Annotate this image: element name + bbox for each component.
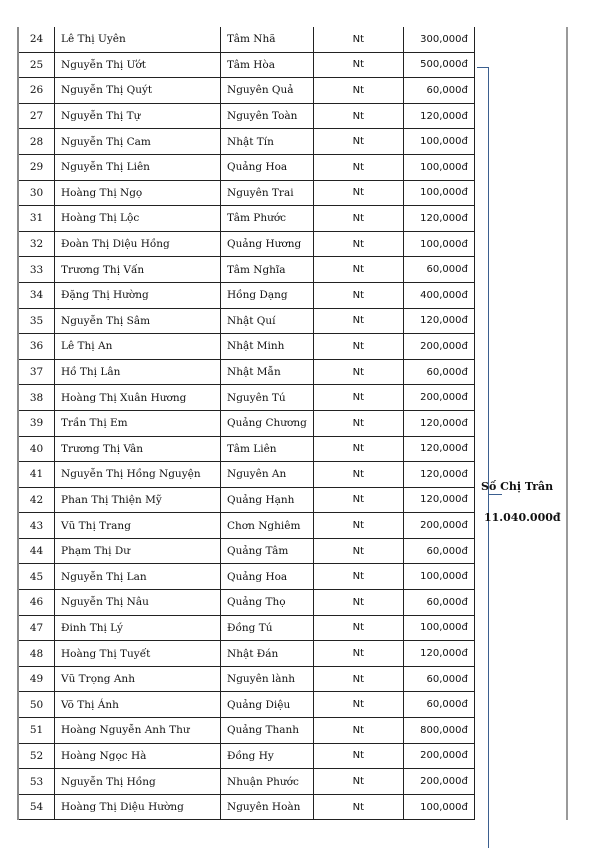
row-amount: 100,000đ xyxy=(403,615,474,641)
row-place: Tâm Nhã xyxy=(221,27,314,52)
row-name: Đoàn Thị Diệu Hồng xyxy=(55,231,221,257)
table-row xyxy=(18,52,474,78)
row-note: Nt xyxy=(313,718,403,744)
summary-total: 11.040.000đ xyxy=(484,511,561,524)
row-number: 45 xyxy=(18,564,55,590)
table-row xyxy=(18,308,474,334)
table-body xyxy=(18,27,474,820)
row-place: Nguyên Toàn xyxy=(221,103,314,129)
row-amount: 400,000đ xyxy=(403,282,474,308)
row-name: Nguyễn Thị Liên xyxy=(55,154,221,180)
row-note: Nt xyxy=(313,180,403,206)
row-place: Quảng Thọ xyxy=(221,590,314,616)
row-amount: 120,000đ xyxy=(403,206,474,232)
table-row xyxy=(18,206,474,232)
row-number: 29 xyxy=(18,154,55,180)
bracket-tick xyxy=(488,494,502,495)
table-row xyxy=(18,27,474,52)
row-name: Đinh Thị Lý xyxy=(55,615,221,641)
row-amount: 100,000đ xyxy=(403,231,474,257)
row-name: Nguyễn Thị Lan xyxy=(55,564,221,590)
row-note: Nt xyxy=(313,641,403,667)
row-number: 47 xyxy=(18,615,55,641)
table-row xyxy=(18,78,474,104)
row-name: Hoàng Thị Xuân Hương xyxy=(55,385,221,411)
row-note: Nt xyxy=(313,231,403,257)
table-row xyxy=(18,385,474,411)
row-amount: 60,000đ xyxy=(403,78,474,104)
row-place: Quảng Hoa xyxy=(221,154,314,180)
row-note: Nt xyxy=(313,743,403,769)
row-name: Nguyễn Thị Nâu xyxy=(55,590,221,616)
row-name: Nguyễn Thị Hồng Nguyện xyxy=(55,462,221,488)
table-row xyxy=(18,257,474,283)
row-place: Quảng Thanh xyxy=(221,718,314,744)
row-amount: 120,000đ xyxy=(403,462,474,488)
row-amount: 800,000đ xyxy=(403,718,474,744)
row-amount: 120,000đ xyxy=(403,103,474,129)
row-amount: 500,000đ xyxy=(403,52,474,78)
row-place: Nhuận Phước xyxy=(221,769,314,795)
table-row xyxy=(18,334,474,360)
row-number: 28 xyxy=(18,129,55,155)
row-name: Lê Thị Uyên xyxy=(55,27,221,52)
row-number: 33 xyxy=(18,257,55,283)
row-place: Nhật Minh xyxy=(221,334,314,360)
row-amount: 200,000đ xyxy=(403,334,474,360)
table-row xyxy=(18,538,474,564)
row-number: 50 xyxy=(18,692,55,718)
row-amount: 120,000đ xyxy=(403,641,474,667)
row-name: Hoàng Thị Lộc xyxy=(55,206,221,232)
row-name: Nguyễn Thị Ướt xyxy=(55,52,221,78)
row-note: Nt xyxy=(313,206,403,232)
row-place: Đồng Hy xyxy=(221,743,314,769)
row-note: Nt xyxy=(313,538,403,564)
row-number: 36 xyxy=(18,334,55,360)
row-name: Hoàng Nguyễn Anh Thư xyxy=(55,718,221,744)
row-note: Nt xyxy=(313,129,403,155)
bracket-top-line xyxy=(477,67,488,68)
row-number: 31 xyxy=(18,206,55,232)
row-number: 42 xyxy=(18,487,55,513)
row-amount: 200,000đ xyxy=(403,769,474,795)
row-note: Nt xyxy=(313,359,403,385)
row-name: Hoàng Ngọc Hà xyxy=(55,743,221,769)
row-number: 24 xyxy=(18,27,55,52)
row-place: Tâm Hòa xyxy=(221,52,314,78)
row-place: Quảng Diệu xyxy=(221,692,314,718)
row-note: Nt xyxy=(313,385,403,411)
row-note: Nt xyxy=(313,794,403,820)
table-row xyxy=(18,718,474,744)
row-number: 43 xyxy=(18,513,55,539)
row-number: 54 xyxy=(18,794,55,820)
row-name: Vũ Thị Trang xyxy=(55,513,221,539)
row-place: Nguyên Tú xyxy=(221,385,314,411)
row-note: Nt xyxy=(313,436,403,462)
row-number: 35 xyxy=(18,308,55,334)
row-note: Nt xyxy=(313,692,403,718)
row-note: Nt xyxy=(313,103,403,129)
row-note: Nt xyxy=(313,590,403,616)
table-row xyxy=(18,436,474,462)
row-amount: 60,000đ xyxy=(403,538,474,564)
table-row xyxy=(18,282,474,308)
row-number: 38 xyxy=(18,385,55,411)
row-note: Nt xyxy=(313,78,403,104)
row-amount: 60,000đ xyxy=(403,666,474,692)
row-note: Nt xyxy=(313,615,403,641)
row-number: 40 xyxy=(18,436,55,462)
row-name: Võ Thị Ánh xyxy=(55,692,221,718)
row-amount: 100,000đ xyxy=(403,154,474,180)
row-note: Nt xyxy=(313,564,403,590)
row-note: Nt xyxy=(313,257,403,283)
row-amount: 100,000đ xyxy=(403,794,474,820)
row-number: 52 xyxy=(18,743,55,769)
row-amount: 200,000đ xyxy=(403,385,474,411)
row-amount: 60,000đ xyxy=(403,257,474,283)
bracket-vertical-line xyxy=(488,67,489,848)
row-place: Quảng Chương xyxy=(221,410,314,436)
row-name: Trương Thị Vấn xyxy=(55,257,221,283)
row-place: Nhật Đán xyxy=(221,641,314,667)
row-place: Quảng Hạnh xyxy=(221,487,314,513)
row-name: Trương Thị Vân xyxy=(55,436,221,462)
row-note: Nt xyxy=(313,282,403,308)
row-name: Nguyễn Thị Sâm xyxy=(55,308,221,334)
row-number: 53 xyxy=(18,769,55,795)
row-amount: 120,000đ xyxy=(403,308,474,334)
table-row xyxy=(18,129,474,155)
row-number: 44 xyxy=(18,538,55,564)
row-note: Nt xyxy=(313,666,403,692)
row-number: 26 xyxy=(18,78,55,104)
row-amount: 100,000đ xyxy=(403,129,474,155)
row-amount: 100,000đ xyxy=(403,180,474,206)
donation-table xyxy=(17,27,475,820)
row-place: Tâm Phước xyxy=(221,206,314,232)
table-row xyxy=(18,462,474,488)
row-name: Phan Thị Thiện Mỹ xyxy=(55,487,221,513)
row-amount: 120,000đ xyxy=(403,410,474,436)
row-place: Tâm Liên xyxy=(221,436,314,462)
row-amount: 60,000đ xyxy=(403,590,474,616)
row-place: Nhật Tín xyxy=(221,129,314,155)
row-place: Chơn Nghiêm xyxy=(221,513,314,539)
table-row xyxy=(18,231,474,257)
row-place: Nguyên An xyxy=(221,462,314,488)
row-place: Quảng Hoa xyxy=(221,564,314,590)
row-number: 27 xyxy=(18,103,55,129)
row-place: Nguyên lành xyxy=(221,666,314,692)
row-number: 32 xyxy=(18,231,55,257)
table-row xyxy=(18,666,474,692)
row-name: Trần Thị Em xyxy=(55,410,221,436)
row-name: Đặng Thị Hường xyxy=(55,282,221,308)
row-amount: 60,000đ xyxy=(403,359,474,385)
row-amount: 120,000đ xyxy=(403,487,474,513)
row-place: Hồng Dạng xyxy=(221,282,314,308)
row-note: Nt xyxy=(313,462,403,488)
row-number: 34 xyxy=(18,282,55,308)
row-number: 25 xyxy=(18,52,55,78)
row-amount: 120,000đ xyxy=(403,436,474,462)
row-place: Quảng Hương xyxy=(221,231,314,257)
row-place: Nguyên Quả xyxy=(221,78,314,104)
row-place: Tâm Nghĩa xyxy=(221,257,314,283)
row-number: 39 xyxy=(18,410,55,436)
table-row xyxy=(18,743,474,769)
row-name: Phạm Thị Dư xyxy=(55,538,221,564)
row-amount: 60,000đ xyxy=(403,692,474,718)
table-row xyxy=(18,154,474,180)
row-note: Nt xyxy=(313,410,403,436)
row-note: Nt xyxy=(313,154,403,180)
row-place: Nhật Quí xyxy=(221,308,314,334)
row-note: Nt xyxy=(313,513,403,539)
row-amount: 200,000đ xyxy=(403,513,474,539)
row-name: Vũ Trọng Anh xyxy=(55,666,221,692)
table-row xyxy=(18,180,474,206)
row-name: Lê Thị An xyxy=(55,334,221,360)
row-name: Hồ Thị Lân xyxy=(55,359,221,385)
table-row xyxy=(18,513,474,539)
table-row xyxy=(18,359,474,385)
table-row xyxy=(18,487,474,513)
row-number: 46 xyxy=(18,590,55,616)
table-row xyxy=(18,769,474,795)
row-note: Nt xyxy=(313,27,403,52)
row-name: Nguyễn Thị Hồng xyxy=(55,769,221,795)
row-amount: 100,000đ xyxy=(403,564,474,590)
row-name: Nguyễn Thị Tự xyxy=(55,103,221,129)
row-note: Nt xyxy=(313,487,403,513)
row-number: 41 xyxy=(18,462,55,488)
row-note: Nt xyxy=(313,769,403,795)
summary-label: Số Chị Trân xyxy=(481,480,554,493)
row-name: Hoàng Thị Ngọ xyxy=(55,180,221,206)
table-row xyxy=(18,615,474,641)
row-name: Hoàng Thị Tuyết xyxy=(55,641,221,667)
table-row xyxy=(18,410,474,436)
row-note: Nt xyxy=(313,334,403,360)
row-place: Nhật Mẫn xyxy=(221,359,314,385)
row-number: 51 xyxy=(18,718,55,744)
table-row xyxy=(18,564,474,590)
row-place: Nguyên Hoàn xyxy=(221,794,314,820)
row-number: 30 xyxy=(18,180,55,206)
table-row xyxy=(18,103,474,129)
row-number: 48 xyxy=(18,641,55,667)
row-note: Nt xyxy=(313,308,403,334)
row-place: Quảng Tâm xyxy=(221,538,314,564)
row-name: Hoàng Thị Diệu Hường xyxy=(55,794,221,820)
row-place: Nguyên Trai xyxy=(221,180,314,206)
row-amount: 200,000đ xyxy=(403,743,474,769)
table-row xyxy=(18,590,474,616)
table-row xyxy=(18,641,474,667)
page-right-divider xyxy=(566,27,568,820)
row-note: Nt xyxy=(313,52,403,78)
row-amount: 300,000đ xyxy=(403,27,474,52)
row-number: 49 xyxy=(18,666,55,692)
row-place: Đồng Tú xyxy=(221,615,314,641)
row-name: Nguyễn Thị Cam xyxy=(55,129,221,155)
row-number: 37 xyxy=(18,359,55,385)
table-row xyxy=(18,692,474,718)
row-name: Nguyễn Thị Quýt xyxy=(55,78,221,104)
table-row xyxy=(18,794,474,820)
